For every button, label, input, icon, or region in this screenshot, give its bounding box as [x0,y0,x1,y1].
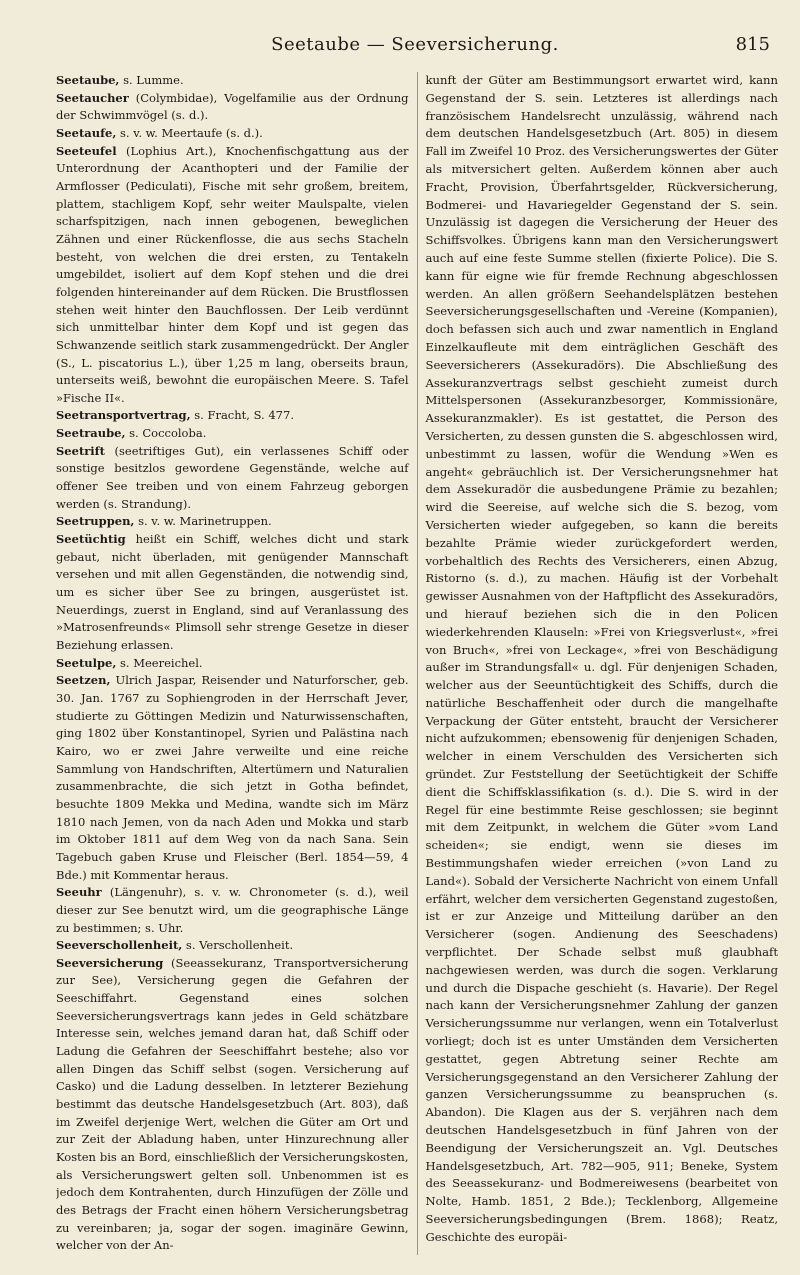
text-columns [56,72,778,1255]
entry-seeuhr [56,884,409,937]
entry-seeverschollenheit [56,937,409,955]
entry-text: s. Verschollenheit. [182,938,294,953]
entry-seeteufel [56,143,409,408]
entry-seeversicherung-continued: kunft der Güter am Bestimmungsort erwartet wird, kann Gegenstand der S. sein. Letzteres ist allerdings nach französischem Handelsrecht unzulässig, während nach dem deutschen Handelsgesetzbuch (Art. 805) in diesem Fall im Zweifel 10 Proz. des Versicherungswertes der Güter als mitversichert gelten. Außerdem können aber auch Fracht, Provision, Überfahrtsgelder, Rückversicherung, Bodmerei- und Havariegelder Gegenstand der S. sein. Unzulässig ist dagegen die Versicherung der Heuer des Schiffsvolkes. Übrigens kann man den Versicherungswert auch auf eine feste Summe stellen (fixierte Police). Die S. kann für eigne wie für fremde Rechnung abgeschlossen werden. An allen größern Seehandelsplätzen bestehen Seeversicherungsgesellschaften und -Vereine (Kompanien), doch befassen sich auch und zwar namentlich in England Einzelkaufleute mit dem einträglichen Geschäft des Seeversicherers (Assekuradörs). Die Abschließung des Assekuranzvertrags selbst geschieht zumeist durch Mittelspersonen (Assekuranzbesorger, Kommissionäre, Assekuranzmakler). Es ist gestattet, die Person des Versicherten, zu dessen gunsten die S. abgeschlossen wird, unbestimmt zu lassen, wofür die Wendung »Wen es angeht« gebräuchlich ist. Der Versicherungsnehmer hat dem Assekuradör die ausbedungene Prämie zu bezahlen; wird die Seereise, auf welche sich die S. bezog, vom Versicherten wieder aufgegeben, so kann die bereits bezahlte Prämie wieder zurückgefordert werden, vorbehaltlich des Rechts des Versicherers, einen Abzug, Ristorno (s. d.), zu machen. Häufig ist der Vorbehalt gewisser Ausnahmen von der Haftpflicht des Assekuradörs, und hierauf beziehen sich die in den Policen wiederkehrenden Klauseln: »Frei von Kriegsverlust«, »frei von Bruch«, »frei von Leckage«, »frei von Beschädigung außer im Strandungsfall« u. dgl. Für denjenigen Schaden, welcher aus der Seeuntüchtigkeit des Schiffs, durch die natürliche Beschaffenheit oder durch die mangelhafte Verpackung der Güter entsteht, braucht der Versicherer nicht aufzukommen; ebensowenig für denjenigen Schaden, welcher in einem Verschulden des Versicherten sich gründet. Zur Feststellung der Seetüchtigkeit der Schiffe dient die Schiffsklassifikation (s. d.). Die S. wird in der Regel für eine bestimmte Reise geschlossen; sie beginnt mit dem Zeitpunkt, in welchem die Güter »vom Land scheiden«; sie endigt, wenn sie dieses im Bestimmungshafen wieder erreichen (»von Land zu Land«). Sobald der Versicherte Nachricht von einem Unfall erfährt, welcher dem versicherten Gegenstand zugestoßen, ist er zur Anzeige und Mitteilung darüber an den Versicherer (sogen. Andienung des Seeschadens) verpflichtet. Der Schade selbst muß glaubhaft nachgewiesen werden, was durch die sogen. Verklarung und durch die Dispache geschieht (s. Havarie). Der Regel nach kann der Versicherungsnehmer Zahlung der ganzen Versicherungssumme nur verlangen, wenn ein Totalverlust vorliegt; doch ist es unter Umständen dem Versicherten gestattet, gegen Abtretung seiner Rechte am Versicherungsgegenstand an den Versicherer Zahlung der ganzen Versicherungssumme zu beanspruchen (s. Abandon). Die Klagen aus der S. verjähren nach dem deutschen Handelsgesetzbuch in fünf Jahren von der Beendigung der Versicherungszeit an. Vgl. Deutsches Handelsgesetzbuch, Art. 782—905, 911; Beneke, System des Seeassekuranz- und Bodmereiwesens (bearbeitet von Nolte, Hamb. 1851, 2 Bde.); Tecklenborg, Allgemeine Seeversicherungsbedingungen (Brem. 1868); Reatz, Geschichte des europäi- [425,73,778,1244]
running-title: Seetaube — Seeversicherung. [271,34,559,55]
entry-seetaufe [56,125,409,143]
entry-text: s. Meereichel. [116,655,203,670]
entry-seetulpe [56,655,409,673]
entry-lemma: Seeuhr [56,885,102,900]
entry-lemma: Seeversicherung [56,955,164,970]
entry-seetaucher [56,90,409,125]
entry-seetzen [56,672,409,884]
entry-lemma: Seetaufe, [56,125,117,140]
entry-lemma: Seetaube, [56,73,120,87]
entry-text: s. Lumme. [119,73,184,87]
entry-text: (Seeassekuranz, Transportversicherung zur See), Versicherung gegen die Gefahren der Seeschiffahrt. Gegenstand eines solchen Seeversicherungsvertrags kann jedes in Geld schätzbare Interesse sein, welches jemand daran hat, daß Schiff oder Ladung die Gefahren der Seeschiffahrt bestehe; also vor allen Dingen das Schiff selbst (sogen. Versicherung auf Casko) und die Ladung desselben. In letzterer Beziehung bestimmt das deutsche Handelsgesetzbuch (Art. 803), daß im Zweifel derjenige Wert, welchen die Güter am Ort und zur Zeit der Abladung haben, unter Hinzurechnung aller Kosten bis an Bord, einschließlich der Versicherungskosten, als Versicherungswert gelten soll. Unbenommen ist es jedoch dem Kontrahenten, durch Hinzufügen der Zölle und des Betrags der Fracht einen höhern Versicherungsbetrag zu vereinbaren; ja, sogar der sogen. imaginäre Gewinn, welcher von der An- [56,955,409,1253]
entry-lemma: Seetransportvertrag, [56,408,191,423]
entry-text: heißt ein Schiff, welches dicht und stark gebaut, nicht überladen, mit genügender Mannschaft versehen und mit allen Gegenständen, die notwendig sind, um es sicher über See zu bringen, ausgerüstet ist. Neuerdings, zuerst in England, sind auf Veranlassung des »Matrosenfreunds« Plimsoll sehr strenge Gesetze in dieser Beziehung erlassen. [56,532,409,652]
entry-lemma: Seeverschollenheit, [56,938,183,953]
running-head [60,34,770,60]
entry-text: s. Coccoloba. [125,426,207,441]
entry-lemma: Seetruppen, [56,514,135,529]
entry-lemma: Seetraube, [56,426,126,441]
entry-text: (Längenuhr), s. v. w. Chronometer (s. d.), weil dieser zur See benutzt wird, um die geographische Länge zu bestimmen; s. Uhr. [56,885,409,935]
entry-seetrift [56,443,409,514]
entry-seetuechtig [56,531,409,655]
entry-text: (Lophius Art.), Knochenfischgattung aus der Unterordnung der Acanthopteri und der Familie der Armflosser (Pediculati), Fische mit sehr großem, breitem, plattem, stachligem Kopf, sehr weiter Maulspalte, vielen scharfspitzigen, nach innen gebogenen, beweglichen Zähnen und einer Rückenflosse, die aus sechs Stacheln besteht, von welchen die drei ersten, zu Tentakeln umgebildet, isoliert auf dem Kopf stehen und die drei folgenden hintereinander auf dem Rücken. Die Brustflossen stehen weit hinter den Bauchflossen. Der Leib verdünnt sich unmittelbar hinter dem Kopf und ist gegen das Schwanzende seitlich stark zusammengedrückt. Der Angler (S., L. piscatorius L.), über 1,25 m lang, oberseits braun, unterseits weiß, bewohnt die europäischen Meere. S. Tafel »Fische II«. [56,143,409,405]
entry-text: (Colymbidae), Vogelfamilie aus der Ordnung der Schwimmvögel (s. d.). [56,90,409,123]
entry-text: s. v. w. Meertaufe (s. d.). [116,125,263,140]
entry-text: s. Fracht, S. 477. [190,408,294,423]
entry-lemma: Seetaucher [56,90,129,105]
right-column [418,72,779,1255]
entry-seeversicherung [56,955,409,1255]
entry-text: (seetriftiges Gut), ein verlassenes Schiff oder sonstige besitzlos gewordene Gegenstände, welche auf offener See treiben und von einem Fahrzeug geborgen werden (s. Strandung). [56,443,409,511]
entry-text: s. v. w. Marinetruppen. [134,514,272,529]
left-column [56,72,418,1255]
entry-lemma: Seetüchtig [56,532,126,547]
entry-seetaube [56,72,409,90]
entry-lemma: Seetulpe, [56,655,117,670]
entry-lemma: Seetzen, [56,673,111,688]
page-number: 815 [735,34,770,55]
entry-seetruppen [56,513,409,531]
entry-lemma: Seetrift [56,443,105,458]
entry-text: Ulrich Jaspar, Reisender und Naturforscher, geb. 30. Jan. 1767 zu Sophiengroden in der Herrschaft Jever, studierte zu Göttingen Medizin und Naturwissenschaften, ging 1802 über Konstantinopel, Syrien und Palästina nach Kairo, wo er zwei Jahre verweilte und eine reiche Sammlung von Handschriften, Altertümern und Naturalien zusammenbrachte, die sich jetzt in Gotha befindet, besuchte 1809 Mekka und Medina, wandte sich im März 1810 nach Jemen, von da nach Aden und Mokka und starb im Oktober 1811 auf dem Weg von da nach Sana. Sein Tagebuch gaben Kruse und Fleischer (Berl. 1854—59, 4 Bde.) mit Kommentar heraus. [56,673,409,882]
entry-lemma: Seeteufel [56,143,117,158]
entry-seetransportvertrag [56,407,409,425]
entry-seetraube [56,425,409,443]
